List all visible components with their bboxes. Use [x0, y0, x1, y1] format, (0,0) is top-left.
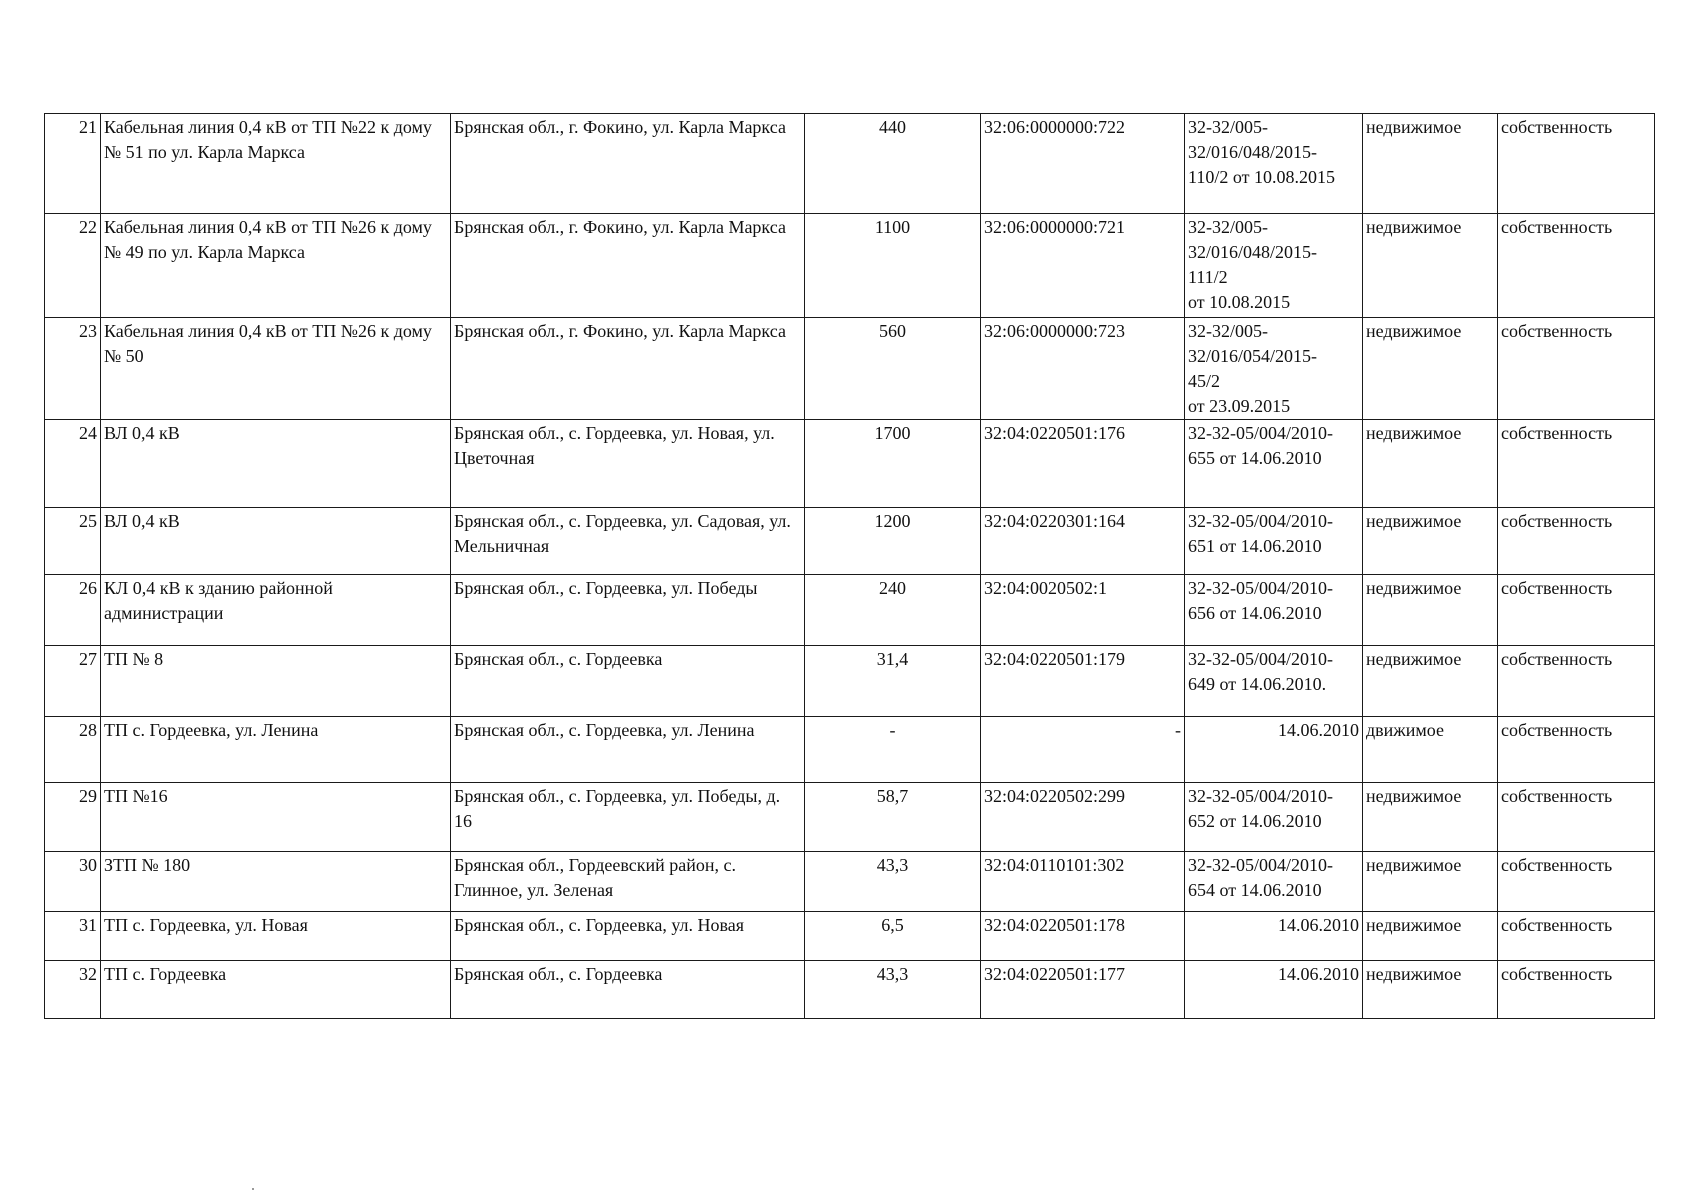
cell-length: 440 — [805, 114, 981, 214]
cell-address: Брянская обл., г. Фокино, ул. Карла Маркса — [451, 318, 805, 420]
cell-length: 240 — [805, 575, 981, 646]
registration-line: 652 от 14.06.2010 — [1188, 811, 1322, 831]
registration-line: 32-32/005- — [1188, 217, 1268, 237]
cell-cadastral-number: 32:04:0220501:178 — [981, 912, 1185, 961]
registration-line: 32/016/054/2015- — [1188, 346, 1317, 366]
registration-line: 14.06.2010 — [1278, 915, 1359, 935]
cell-row-number: 22 — [45, 214, 101, 318]
cell-row-number: 27 — [45, 646, 101, 717]
cell-address: Брянская обл., с. Гордеевка, ул. Победы, д. 16 — [451, 783, 805, 852]
cell-address: Брянская обл., с. Гордеевка, ул. Победы — [451, 575, 805, 646]
cell-registration — [1185, 508, 1363, 575]
cell-right-type: собственность — [1498, 214, 1655, 318]
cell-length: - — [805, 717, 981, 783]
table-row — [45, 646, 1655, 717]
registration-line: 32-32-05/004/2010- — [1188, 649, 1333, 669]
cell-cadastral-number: 32:04:0220502:299 — [981, 783, 1185, 852]
cell-length: 1100 — [805, 214, 981, 318]
cell-property-type: недвижимое — [1363, 214, 1498, 318]
cell-property-type: недвижимое — [1363, 912, 1498, 961]
registration-line: 111/2 — [1188, 267, 1228, 287]
cell-right-type: собственность — [1498, 961, 1655, 1019]
cell-object-name: Кабельная линия 0,4 кВ от ТП №26 к дому № 49 по ул. Карла Маркса — [101, 214, 451, 318]
cell-row-number: 24 — [45, 420, 101, 508]
table-row — [45, 852, 1655, 912]
scan-speck — [252, 1188, 254, 1190]
registration-line: от 23.09.2015 — [1188, 396, 1291, 416]
registration-line: 32-32-05/004/2010- — [1188, 786, 1333, 806]
cell-right-type: собственность — [1498, 575, 1655, 646]
cell-row-number: 28 — [45, 717, 101, 783]
cell-cadastral-number: 32:06:0000000:722 — [981, 114, 1185, 214]
registration-line: 656 от 14.06.2010 — [1188, 603, 1322, 623]
registration-line: 649 от 14.06.2010. — [1188, 674, 1327, 694]
table-row — [45, 961, 1655, 1019]
cell-registration — [1185, 912, 1363, 961]
cell-right-type: собственность — [1498, 646, 1655, 717]
cell-registration — [1185, 575, 1363, 646]
property-registry-table — [44, 113, 1655, 1019]
cell-registration — [1185, 646, 1363, 717]
cell-property-type: недвижимое — [1363, 961, 1498, 1019]
cell-row-number: 32 — [45, 961, 101, 1019]
cell-right-type: собственность — [1498, 318, 1655, 420]
table-body — [45, 114, 1655, 1019]
cell-property-type: недвижимое — [1363, 575, 1498, 646]
cell-property-type: недвижимое — [1363, 318, 1498, 420]
cell-cadastral-number: 32:04:0220501:177 — [981, 961, 1185, 1019]
cell-cadastral-number: 32:04:0110101:302 — [981, 852, 1185, 912]
table-row — [45, 214, 1655, 318]
registration-line: 14.06.2010 — [1278, 720, 1359, 740]
cell-right-type: собственность — [1498, 783, 1655, 852]
registration-line: 32-32-05/004/2010- — [1188, 511, 1333, 531]
cell-address: Брянская обл., г. Фокино, ул. Карла Маркса — [451, 214, 805, 318]
cell-length: 1200 — [805, 508, 981, 575]
registration-line: 32-32-05/004/2010- — [1188, 855, 1333, 875]
table-row — [45, 717, 1655, 783]
cell-registration — [1185, 717, 1363, 783]
cell-property-type: недвижимое — [1363, 508, 1498, 575]
cell-object-name: ТП с. Гордеевка, ул. Ленина — [101, 717, 451, 783]
cell-address: Брянская обл., Гордеевский район, с. Глинное, ул. Зеленая — [451, 852, 805, 912]
cell-cadastral-number: 32:04:0020502:1 — [981, 575, 1185, 646]
cell-right-type: собственность — [1498, 912, 1655, 961]
cell-object-name: Кабельная линия 0,4 кВ от ТП №22 к дому № 51 по ул. Карла Маркса — [101, 114, 451, 214]
table-row — [45, 114, 1655, 214]
table-row — [45, 912, 1655, 961]
cell-length: 31,4 — [805, 646, 981, 717]
cell-row-number: 21 — [45, 114, 101, 214]
cell-cadastral-number: 32:04:0220501:176 — [981, 420, 1185, 508]
cell-address: Брянская обл., с. Гордеевка — [451, 961, 805, 1019]
cell-right-type: собственность — [1498, 420, 1655, 508]
registration-line: 654 от 14.06.2010 — [1188, 880, 1322, 900]
cell-registration — [1185, 318, 1363, 420]
cell-row-number: 23 — [45, 318, 101, 420]
cell-property-type: недвижимое — [1363, 646, 1498, 717]
cell-cadastral-number: 32:06:0000000:721 — [981, 214, 1185, 318]
registration-line: 14.06.2010 — [1278, 964, 1359, 984]
cell-registration — [1185, 852, 1363, 912]
cell-object-name: ТП с. Гордеевка — [101, 961, 451, 1019]
cell-right-type: собственность — [1498, 717, 1655, 783]
cell-row-number: 30 — [45, 852, 101, 912]
cell-object-name: ЗТП № 180 — [101, 852, 451, 912]
cell-object-name: ТП с. Гордеевка, ул. Новая — [101, 912, 451, 961]
cell-cadastral-number: 32:06:0000000:723 — [981, 318, 1185, 420]
cell-object-name: КЛ 0,4 кВ к зданию районной администрации — [101, 575, 451, 646]
cell-cadastral-number: 32:04:0220301:164 — [981, 508, 1185, 575]
cell-cadastral-number: - — [981, 717, 1185, 783]
cell-object-name: ТП №16 — [101, 783, 451, 852]
table-row — [45, 420, 1655, 508]
cell-property-type: недвижимое — [1363, 420, 1498, 508]
cell-property-type: недвижимое — [1363, 783, 1498, 852]
registration-line: 32/016/048/2015- — [1188, 242, 1317, 262]
registration-line: 32-32/005- — [1188, 117, 1268, 137]
registration-line: 45/2 — [1188, 371, 1221, 391]
cell-object-name: ВЛ 0,4 кВ — [101, 508, 451, 575]
cell-row-number: 25 — [45, 508, 101, 575]
registration-line: 655 от 14.06.2010 — [1188, 448, 1322, 468]
cell-property-type: недвижимое — [1363, 852, 1498, 912]
cell-length: 43,3 — [805, 961, 981, 1019]
table-row — [45, 318, 1655, 420]
cell-object-name: Кабельная линия 0,4 кВ от ТП №26 к дому № 50 — [101, 318, 451, 420]
cell-right-type: собственность — [1498, 508, 1655, 575]
cell-length: 6,5 — [805, 912, 981, 961]
cell-object-name: ТП № 8 — [101, 646, 451, 717]
table-row — [45, 783, 1655, 852]
cell-length: 43,3 — [805, 852, 981, 912]
cell-address: Брянская обл., с. Гордеевка — [451, 646, 805, 717]
table-row — [45, 508, 1655, 575]
cell-registration — [1185, 420, 1363, 508]
table-row — [45, 575, 1655, 646]
cell-length: 560 — [805, 318, 981, 420]
cell-length: 1700 — [805, 420, 981, 508]
cell-registration — [1185, 114, 1363, 214]
cell-property-type: недвижимое — [1363, 114, 1498, 214]
registration-line: 32/016/048/2015- — [1188, 142, 1317, 162]
registration-line: 651 от 14.06.2010 — [1188, 536, 1322, 556]
cell-address: Брянская обл., с. Гордеевка, ул. Ленина — [451, 717, 805, 783]
registration-line: 32-32/005- — [1188, 321, 1268, 341]
registration-line: от 10.08.2015 — [1188, 292, 1291, 312]
registration-line: 110/2 от 10.08.2015 — [1188, 167, 1335, 187]
registration-line: 32-32-05/004/2010- — [1188, 578, 1333, 598]
cell-cadastral-number: 32:04:0220501:179 — [981, 646, 1185, 717]
cell-registration — [1185, 214, 1363, 318]
cell-registration — [1185, 783, 1363, 852]
cell-row-number: 26 — [45, 575, 101, 646]
cell-row-number: 31 — [45, 912, 101, 961]
cell-right-type: собственность — [1498, 114, 1655, 214]
registration-line: 32-32-05/004/2010- — [1188, 423, 1333, 443]
cell-address: Брянская обл., г. Фокино, ул. Карла Маркса — [451, 114, 805, 214]
cell-right-type: собственность — [1498, 852, 1655, 912]
cell-address: Брянская обл., с. Гордеевка, ул. Садовая, ул. Мельничная — [451, 508, 805, 575]
cell-address: Брянская обл., с. Гордеевка, ул. Новая, ул. Цветочная — [451, 420, 805, 508]
cell-address: Брянская обл., с. Гордеевка, ул. Новая — [451, 912, 805, 961]
cell-registration — [1185, 961, 1363, 1019]
cell-row-number: 29 — [45, 783, 101, 852]
cell-property-type: движимое — [1363, 717, 1498, 783]
cell-object-name: ВЛ 0,4 кВ — [101, 420, 451, 508]
cell-length: 58,7 — [805, 783, 981, 852]
